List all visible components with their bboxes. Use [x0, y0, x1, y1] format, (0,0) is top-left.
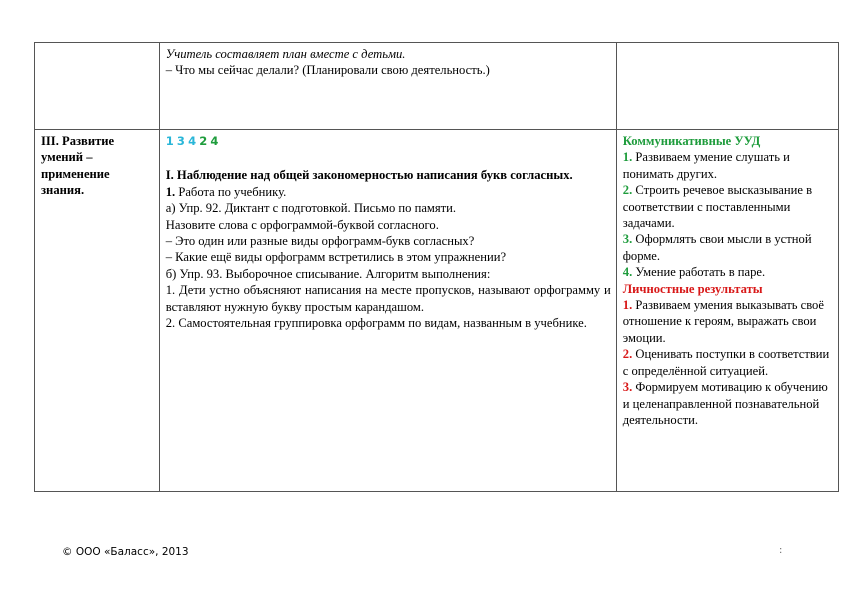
list-item [623, 149, 833, 182]
list-item [623, 346, 833, 379]
uud-cell [616, 130, 838, 492]
list-item [623, 379, 833, 428]
item-number: 4. [622, 265, 633, 280]
item-text: Оценивать поступки в соответствии с определённой ситуацией. [622, 347, 830, 378]
algorithm-step: 1. Дети устно объясняют написания на месте пропусков, называют орфограмму и вставляют нужную букву простым карандашом. [165, 283, 611, 314]
activity-cell [159, 43, 616, 130]
exercise-a: а) Упр. 92. Диктант с подготовкой. Письмо по памяти. [165, 201, 457, 216]
algorithm-step: 2. Самостоятельная группировка орфограмм по видам, названным в учебнике. [165, 316, 587, 331]
item-number: 1. [622, 150, 633, 165]
question-line: – Это один или разные виды орфограмм-букв согласных? [165, 234, 475, 249]
uud-cell [616, 43, 838, 130]
item-number: 2. [622, 347, 633, 362]
exercise-b: б) Упр. 93. Выборочное списывание. Алгоритм выполнения: [165, 266, 491, 281]
table-row [35, 130, 839, 492]
list-item [623, 231, 833, 264]
stage-cell [35, 43, 160, 130]
item-text: Развиваем умения выказывать своё отношение к героям, выражать свои эмоции. [622, 298, 824, 345]
item-text: Строить речевое высказывание в соответствии с поставленными задачами. [622, 183, 813, 231]
item-number: 3. [622, 232, 633, 247]
item-text: Работа по учебнику. [175, 184, 287, 199]
stage-cell: III. Развитие умений – применение знания. [35, 130, 160, 492]
communicative-uud-title: Коммуникативные УУД [622, 134, 761, 148]
code-item: 2 [199, 134, 208, 148]
item-text: Формируем мотивацию к обучению и целенаправленной познавательной деятельности. [622, 380, 828, 427]
code-item: 3 [176, 134, 185, 148]
item-number: 1. [165, 184, 176, 199]
item-text: Развиваем умение слушать и понимать других. [622, 150, 790, 181]
section-heading: I. Наблюдение над общей закономерностью написания букв согласных. [165, 168, 573, 183]
code-item: 1 [165, 134, 174, 148]
table-row [35, 43, 839, 130]
activity-codes [166, 133, 611, 149]
copyright-footer: © ООО «Баласс», 2013 [62, 546, 189, 558]
item-number: 1. [622, 298, 633, 313]
item-text: Умение работать в паре. [632, 265, 766, 280]
code-item: 4 [210, 134, 219, 148]
item-text: Оформлять свои мысли в устной форме. [622, 232, 812, 263]
activity-cell [159, 130, 616, 492]
item-number: 2. [622, 183, 633, 198]
code-item: 4 [188, 134, 197, 148]
task-line: Назовите слова с орфограммой-буквой согласного. [165, 217, 439, 232]
personal-results-title: Личностные результаты [622, 281, 763, 296]
dialogue-line: – Что мы сейчас делали? (Планировали свою деятельность.) [165, 63, 490, 78]
list-item [623, 297, 833, 346]
item-number: 3. [622, 380, 633, 395]
list-item [623, 182, 833, 231]
teacher-note: Учитель составляет план вместе с детьми. [165, 47, 406, 61]
item-work-with-textbook [166, 184, 611, 200]
lesson-plan-table [34, 42, 839, 492]
page-mark: : [779, 545, 783, 556]
question-line: – Какие ещё виды орфограмм встретились в этом упражнении? [165, 250, 507, 265]
list-item [623, 264, 833, 280]
